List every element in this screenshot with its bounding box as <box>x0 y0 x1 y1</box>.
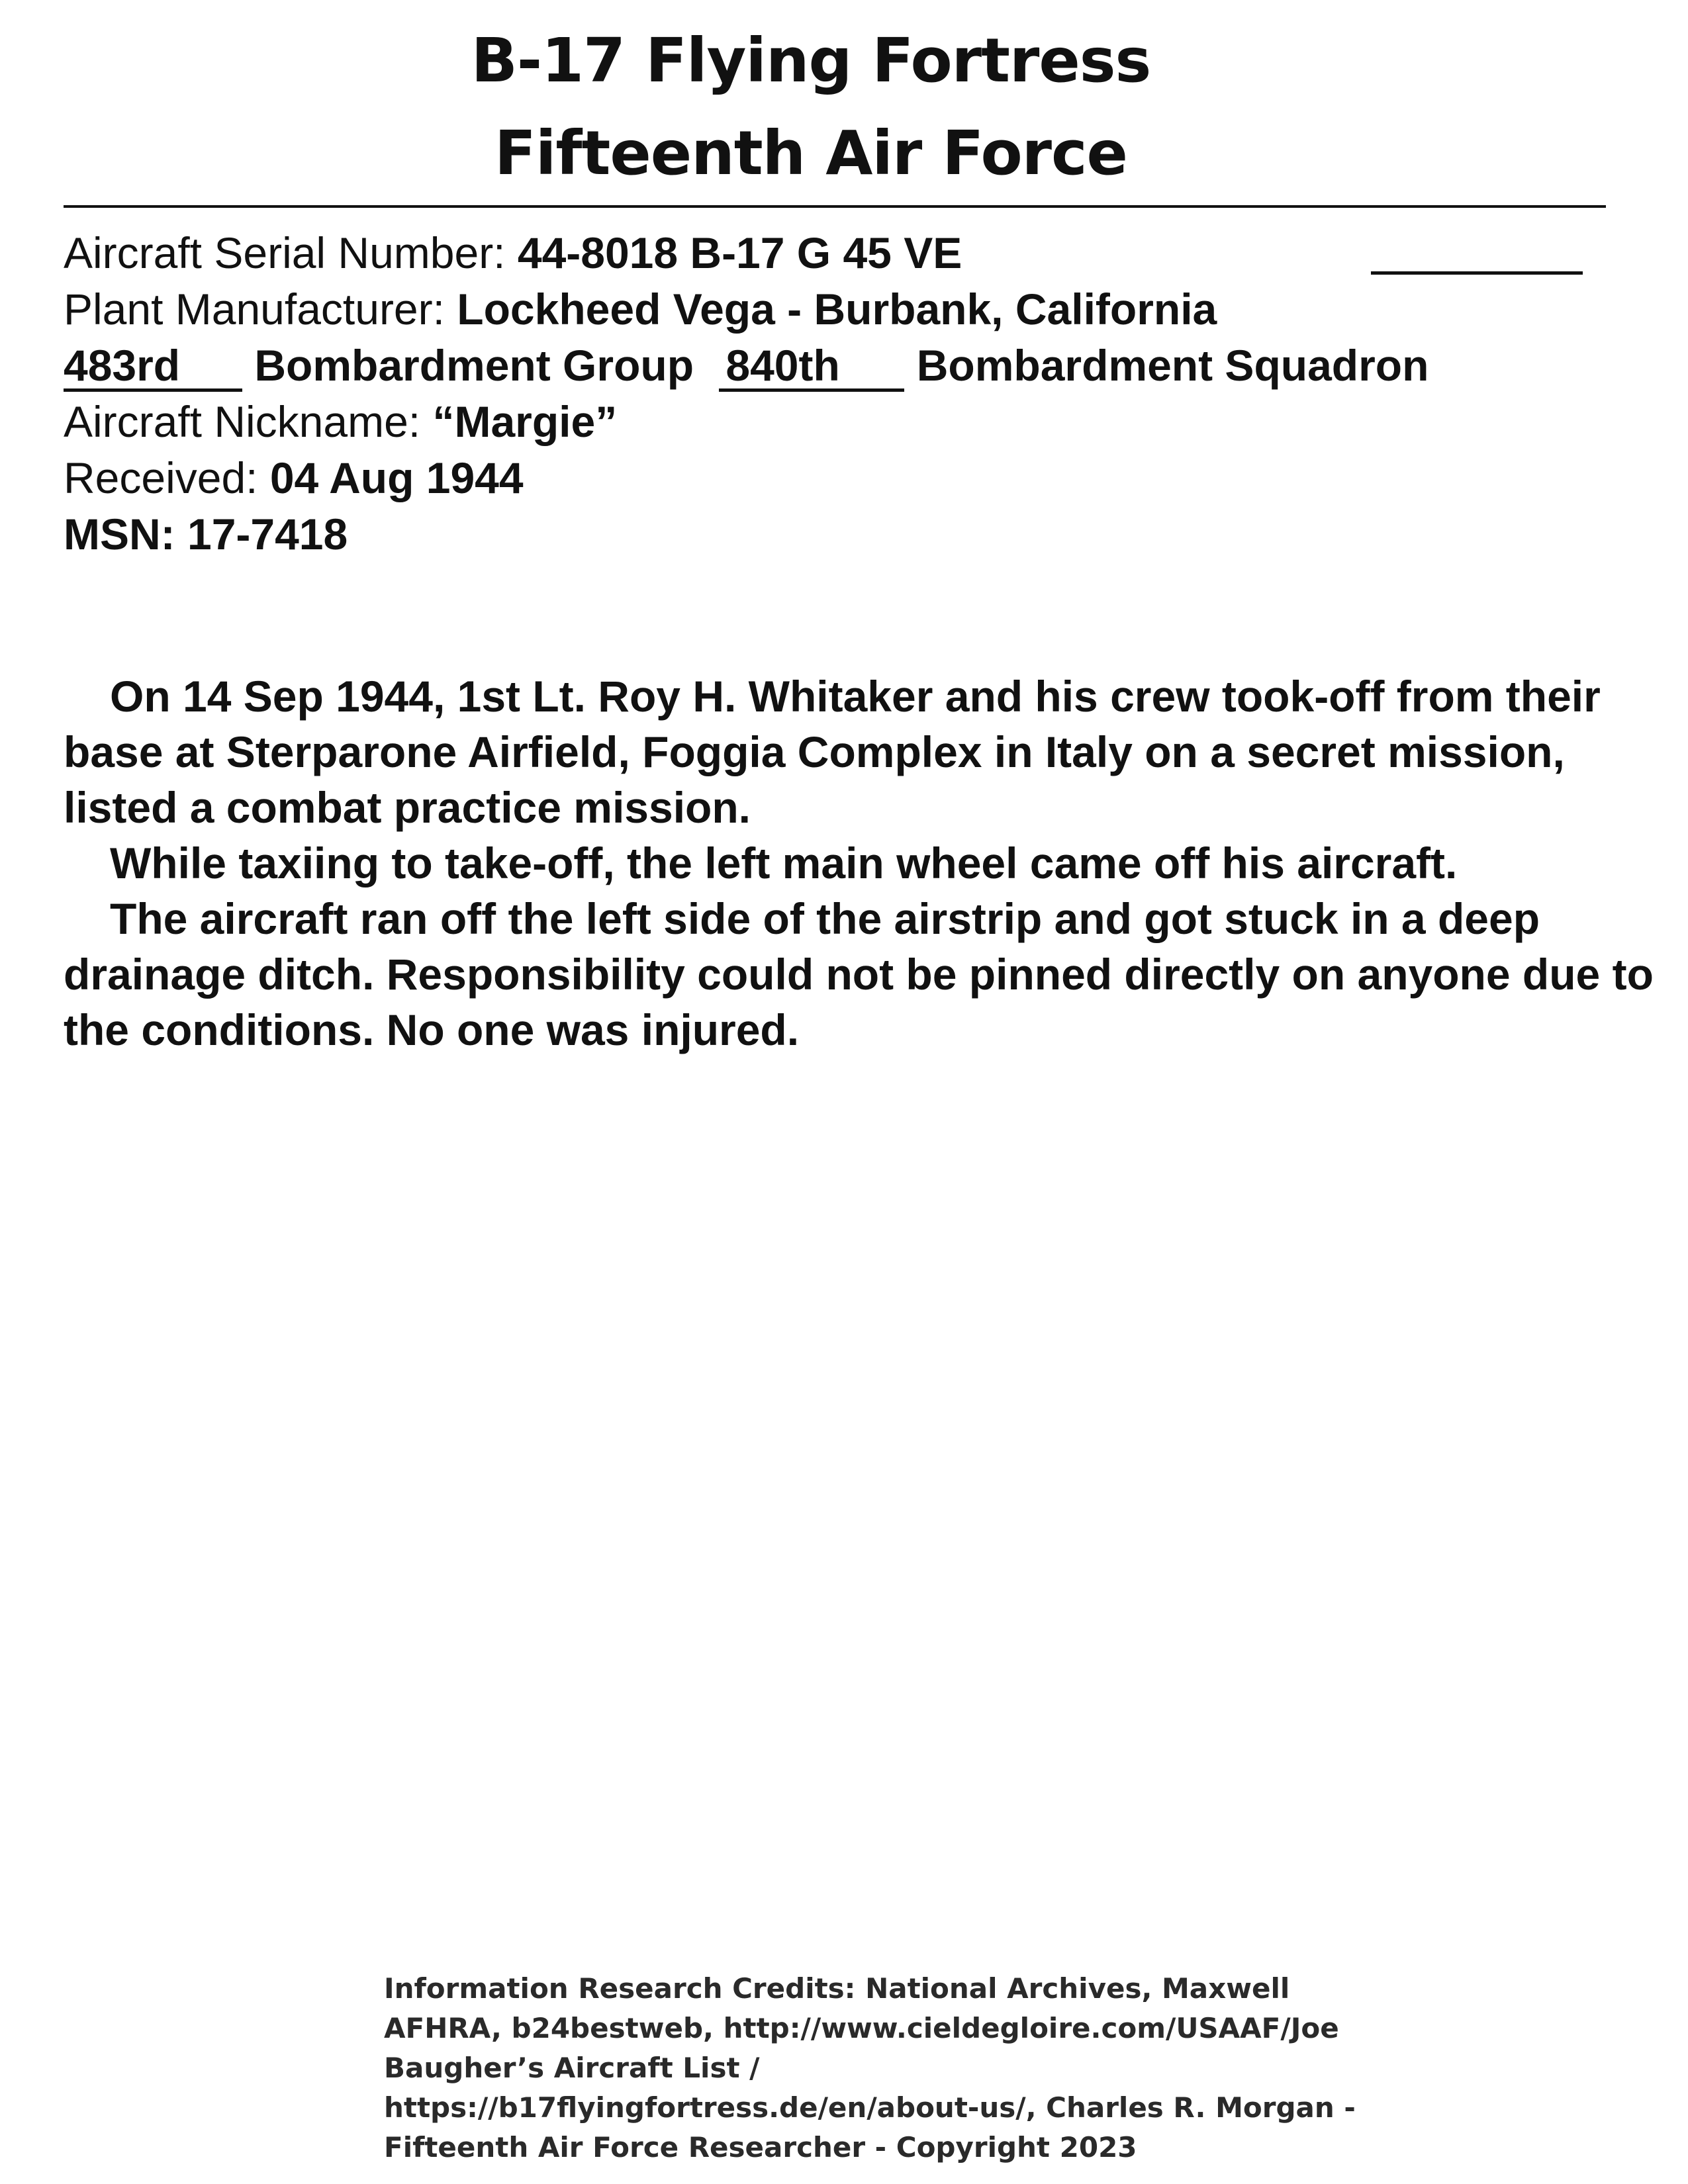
manufacturer-row <box>64 281 1639 338</box>
received-label: Received: <box>64 453 258 502</box>
group-label: Bombardment Group <box>254 341 694 390</box>
msn-value: 17-7418 <box>187 510 348 559</box>
title-line-2: Fifteenth Air Force <box>494 118 1127 189</box>
nickname-value: “Margie” <box>432 397 618 446</box>
received-row <box>64 450 1639 506</box>
group-value: 483rd <box>64 342 242 392</box>
received-value: 04 Aug 1944 <box>269 453 524 502</box>
page-title <box>0 15 1622 200</box>
research-credits: Information Research Credits: National Archives, Maxwell AFHRA, b24bestweb, http://www.cieldegloire.com/USAAF/Joe Baugher’s Aircraft List / https://b17flyingfortress.de/en/about-us/, Charles R. Morgan - Fifteenth Air Force Researcher - Copyright 2023 <box>384 1972 1356 2163</box>
nickname-label: Aircraft Nickname: <box>64 397 421 446</box>
aircraft-fields <box>64 225 1639 563</box>
squadron-label: Bombardment Squadron <box>916 341 1429 390</box>
serial-number-value: 44-8018 B-17 G 45 VE <box>517 228 962 277</box>
nickname-row <box>64 394 1639 450</box>
narrative-paragraph: The aircraft ran off the left side of the airstrip and got stuck in a deep drainage ditch. Responsibility could not be pinned directly on anyone due to the conditions. No one was injured. <box>64 894 1654 1054</box>
serial-number-row <box>64 225 1639 281</box>
squadron-value: 840th <box>719 342 904 392</box>
serial-number-label: Aircraft Serial Number: <box>64 228 506 277</box>
narrative-paragraph: On 14 Sep 1944, 1st Lt. Roy H. Whitaker and his crew took-off from their base at Sterparone Airfield, Foggia Complex in Italy on a secret mission, listed a combat practice mission. <box>64 672 1601 832</box>
unit-row <box>64 338 1639 394</box>
title-line-1: B-17 Flying Fortress <box>471 25 1151 96</box>
blank-entry-line <box>1371 271 1583 275</box>
manufacturer-label: Plant Manufacturer: <box>64 285 445 334</box>
title-divider <box>64 205 1606 208</box>
msn-row <box>64 506 1639 563</box>
msn-label: MSN: <box>64 510 175 559</box>
narrative-paragraph: While taxiing to take-off, the left main wheel came off his aircraft. <box>110 839 1458 887</box>
manufacturer-value: Lockheed Vega - Burbank, California <box>457 285 1217 334</box>
mission-narrative <box>64 668 1685 1058</box>
